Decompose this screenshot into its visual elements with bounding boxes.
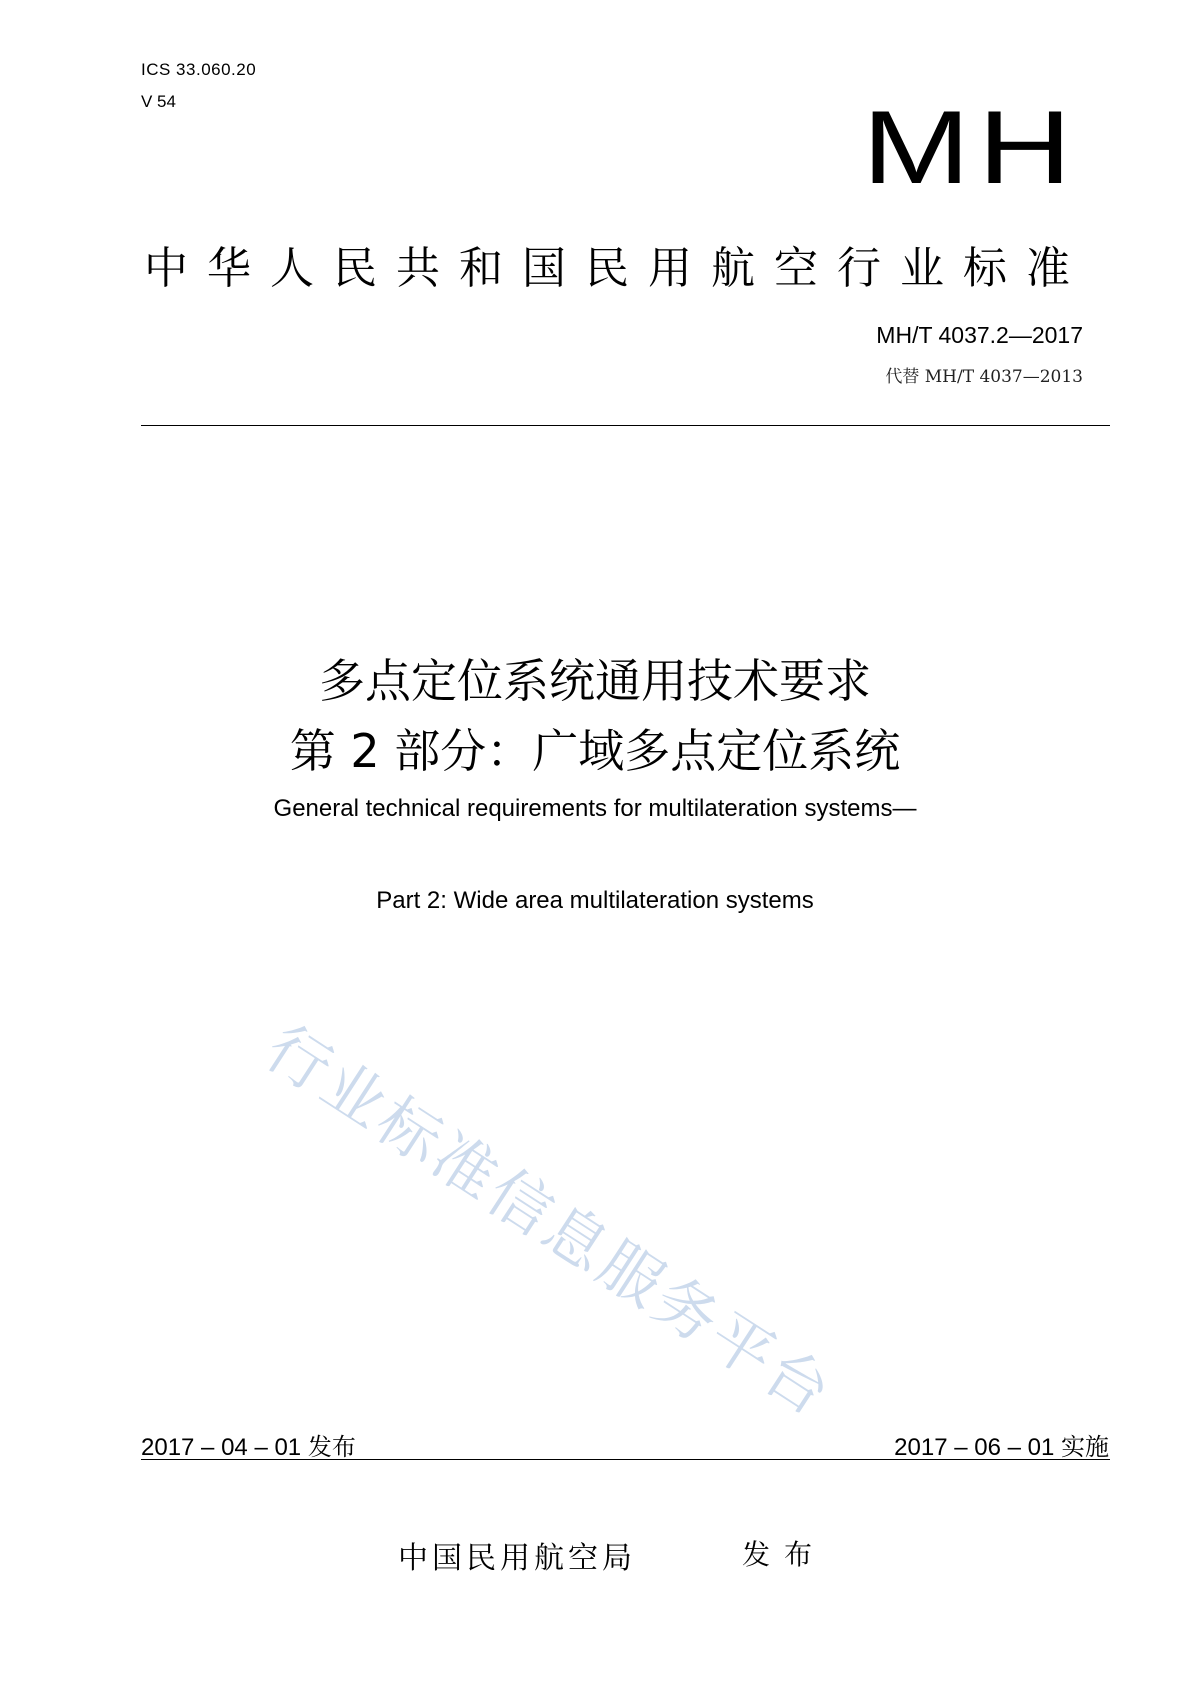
ccs-code: V 54: [141, 92, 176, 111]
issuing-authority: 中国民用航空局: [398, 1541, 636, 1576]
standard-category-title: 中华人民共和国民用航空行业标准: [144, 243, 1089, 294]
document-title-cn-line1: 多点定位系统通用技术要求: [319, 654, 871, 708]
ics-code: ICS 33.060.20: [141, 60, 257, 79]
footer-divider: [141, 1459, 1110, 1460]
document-title-en-line1: General technical requirements for multilateration systems—: [273, 795, 917, 822]
header-divider: [141, 425, 1110, 426]
issue-label: 发布: [742, 1538, 827, 1571]
replaces-standard: 代替 MH/T 4037—2013: [885, 367, 1083, 387]
implementation-date: 2017 – 06 – 01 实施: [894, 1434, 1109, 1461]
watermark: 行业标准信息服务平台: [253, 1010, 847, 1432]
standard-number: MH/T 4037.2—2017: [876, 322, 1083, 348]
issue-date: 2017 – 04 – 01 发布: [141, 1434, 356, 1461]
mh-logo: MH: [862, 90, 1080, 206]
document-title-en-line2: Part 2: Wide area multilateration systems: [376, 887, 814, 914]
document-title-cn-line2: 第 2 部分：广域多点定位系统: [289, 724, 901, 778]
